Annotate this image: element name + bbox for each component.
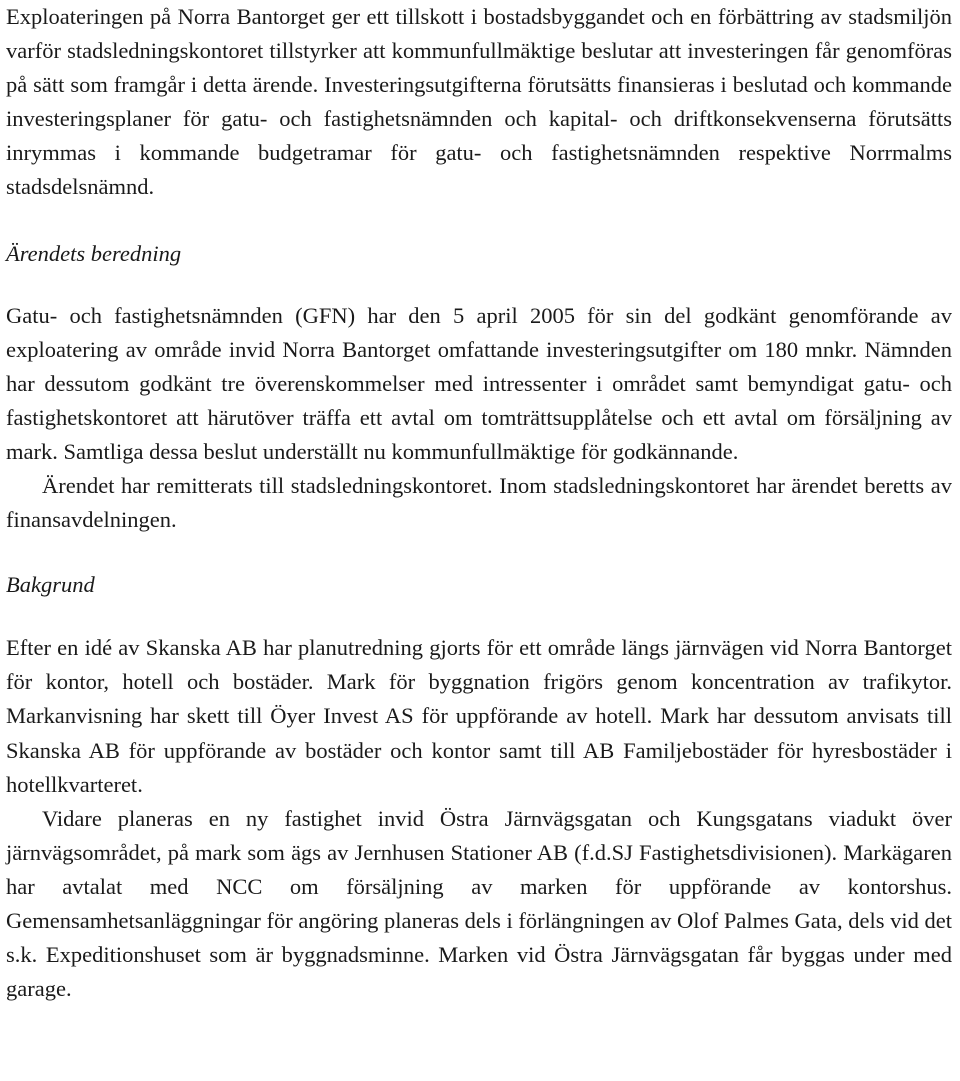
paragraph-gfn-beslut: Gatu- och fastighetsnämnden (GFN) har den 5 april 2005 för sin del godkänt genomförande av exploatering av område invid Norra Bantorget omfattande investeringsutgifter om 180 mnkr. Nämnden har dessutom godkänt tre överenskommelser med intressenter i området samt bemyndigat gatu- och fastighetskontoret att härutöver träffa ett avtal om tomträttsupplåtelse och ett avtal om försäljning av mark. Samtliga dessa beslut underställt nu kommunfullmäktige för godkännande. (6, 302, 952, 464)
paragraph-exploatering: Exploateringen på Norra Bantorget ger ett tillskott i bostadsbyggandet och en förbättring av stadsmiljön varför stadsledningskontoret tillstyrker att kommunfullmäktige beslutar att investeringen får genomföras på sätt som framgår i detta ärende. Investeringsutgifterna förutsätts finansieras i beslutad och kommande investeringsplaner för gatu- och fastighetsnämnden och kapital- och driftkonsekvenserna förutsätts inrymmas i kommande budgetramar för gatu- och fastighetsnämnden respektive Norrmalms stadsdelsnämnd. (6, 4, 952, 200)
heading-bakgrund: Bakgrund (6, 572, 95, 598)
paragraph-skanska: Efter en idé av Skanska AB har planutredning gjorts för ett område längs järnvägen vid Norra Bantorget för kontor, hotell och bostäder. Mark för byggnation frigörs genom koncentration av trafikytor. Markanvisning har skett till Öyer Invest AS för uppförande av hotell. Mark har dessutom anvisats till Skanska AB för uppförande av bostäder och kontor samt till AB Familjebostäder för hyresbostäder i hotellkvarteret. (6, 635, 952, 797)
paragraph-ny-fastighet: Vidare planeras en ny fastighet invid Östra Järnvägsgatan och Kungsgatans viadukt över järnvägsområdet, på mark som ägs av Jernhusen Stationer AB (f.d.SJ Fastighetsdivisionen). Markägaren har avtalat med NCC om försäljning av marken för uppförande av kontorshus. Gemensamhetsanläggningar för angöring planeras dels i förlängningen av Olof Palmes Gata, dels vid det s.k. Expeditionshuset som är byggnadsminne. Marken vid Östra Järnvägsgatan får byggas under med garage. (6, 805, 952, 1002)
paragraph-remiss: Ärendet har remitterats till stadsledningskontoret. Inom stadsledningskontoret har ärendet beretts av finansavdelningen. (6, 473, 952, 533)
heading-arendets-beredning: Ärendets beredning (6, 240, 182, 266)
